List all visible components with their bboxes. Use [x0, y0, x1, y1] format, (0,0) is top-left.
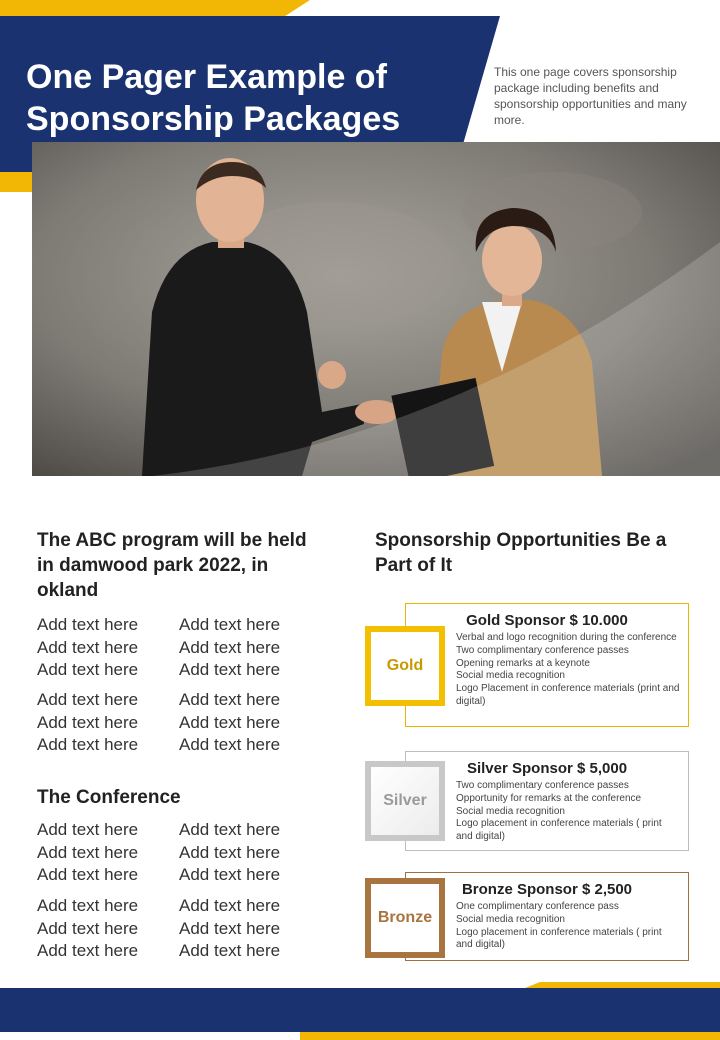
gold-badge: Gold [365, 626, 445, 706]
placeholder-text: Add text here [37, 842, 139, 862]
benefit-item: – Opening remarks at a keynote [456, 658, 680, 671]
program-text-group-1 [37, 614, 337, 682]
placeholder-text: Add text here [37, 820, 139, 839]
silver-package-card [405, 751, 689, 851]
placeholder-text: Add text here [179, 690, 281, 709]
benefit-item: – Verbal and logo recognition during the conference [456, 632, 680, 645]
placeholder-text: Add text here [179, 712, 281, 732]
placeholder-text: Add text here [37, 690, 139, 709]
footer-band [0, 988, 720, 1032]
placeholder-text: Add text here [179, 660, 281, 680]
placeholder-text: Add text here [179, 896, 281, 915]
benefit-item: – Logo placement in conference materials ( print and digital) [456, 818, 680, 844]
placeholder-text: Add text here [37, 941, 139, 961]
benefit-item: – Opportunity for remarks at the conference [456, 793, 680, 806]
benefit-item: – Social media recognition [456, 670, 680, 683]
placeholder-text: Add text here [179, 918, 281, 938]
bronze-package-card [405, 872, 689, 961]
placeholder-text: Add text here [37, 896, 139, 915]
placeholder-text: Add text here [179, 615, 281, 634]
placeholder-text: Add text here [179, 820, 281, 839]
bronze-benefits-list [406, 901, 688, 952]
bronze-badge: Bronze [365, 878, 445, 958]
benefit-item: – One complimentary conference pass [456, 901, 680, 914]
conference-text-group-1 [37, 819, 337, 887]
program-heading: The ABC program will be held in damwood park 2022, in okland [37, 530, 307, 601]
gold-package-title: Gold Sponsor $ 10.000 [466, 612, 628, 629]
placeholder-text: Add text here [37, 712, 139, 732]
conference-heading: The Conference [37, 787, 181, 808]
conference-text-group-2 [37, 895, 337, 963]
silver-badge: Silver [365, 761, 445, 841]
benefit-item: – Two complimentary conference passes [456, 780, 680, 793]
top-accent-stripe [0, 0, 310, 16]
intro-text: This one page covers sponsorship package including benefits and sponsorship opportunities and many more. [494, 65, 687, 127]
silver-package-title: Silver Sponsor $ 5,000 [466, 760, 628, 777]
program-text-group-2 [37, 689, 337, 757]
placeholder-text: Add text here [37, 918, 139, 938]
placeholder-text: Add text here [179, 735, 281, 755]
bronze-package-title: Bronze Sponsor $ 2,500 [461, 881, 633, 898]
benefit-item: – Social media recognition [456, 806, 680, 819]
placeholder-text: Add text here [179, 842, 281, 862]
benefit-item: – Logo placement in conference materials ( print and digital) [456, 927, 680, 953]
placeholder-text: Add text here [37, 660, 139, 680]
silver-benefits-list [406, 780, 688, 844]
benefit-item: – Logo Placement in conference materials (print and digital) [456, 683, 680, 709]
handshake-photo [32, 142, 720, 476]
benefit-item: – Two complimentary conference passes [456, 645, 680, 658]
benefit-item: – Social media recognition [456, 914, 680, 927]
placeholder-text: Add text here [179, 637, 281, 657]
gold-benefits-list [406, 632, 688, 709]
placeholder-text: Add text here [179, 865, 281, 885]
opportunities-heading: Sponsorship Opportunities Be a Part of It [375, 530, 667, 576]
placeholder-text: Add text here [37, 865, 139, 885]
placeholder-text: Add text here [37, 735, 139, 755]
placeholder-text: Add text here [37, 615, 139, 634]
footer-accent-stripe [300, 1032, 720, 1040]
placeholder-text: Add text here [37, 637, 139, 657]
placeholder-text: Add text here [179, 941, 281, 961]
page-title: One Pager Example of Sponsorship Packages [26, 58, 401, 138]
gold-package-card [405, 603, 689, 727]
